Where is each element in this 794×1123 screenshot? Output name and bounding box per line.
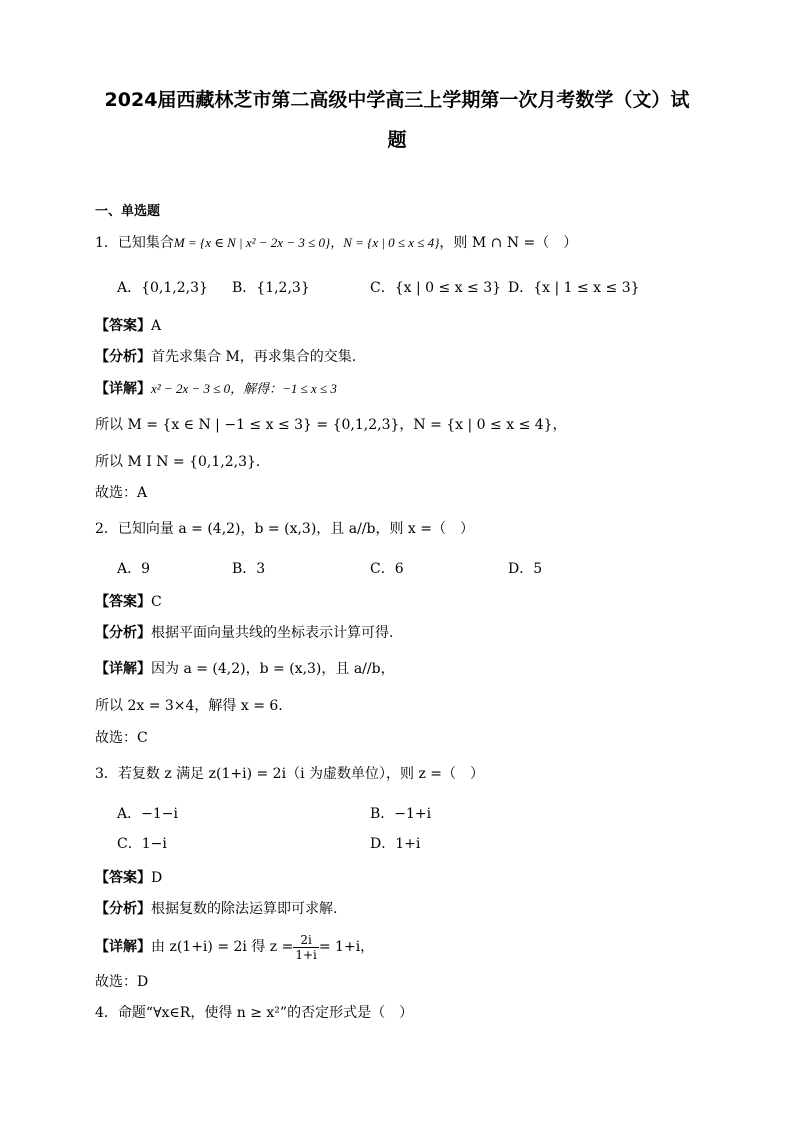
q3-answer-tag: 【答案】 xyxy=(95,870,151,886)
q3-detail-text-b: = 1+i， xyxy=(318,939,375,955)
q1-option-a: A．{0,1,2,3} xyxy=(117,280,208,296)
q1-answer-tag: 【答案】 xyxy=(95,318,151,334)
q2-option-d: D．5 xyxy=(508,561,543,577)
q1-answer xyxy=(95,316,161,336)
q2-answer-tag: 【答案】 xyxy=(95,594,151,610)
q3-analysis-tag: 【分析】 xyxy=(95,901,151,917)
q3-fraction-numerator: 2i xyxy=(293,933,319,948)
q1-analysis-text: 首先求集合 M，再求集合的交集. xyxy=(151,349,357,365)
q2-analysis-text: 根据平面向量共线的坐标表示计算可得. xyxy=(151,625,394,641)
q1-solution-line-1: 所以 M = {x ∈ N | −1 ≤ x ≤ 3} = {0,1,2,3}，N = {x | 0 ≤ x ≤ 4}， xyxy=(95,417,567,433)
q1-option-b: B．{1,2,3} xyxy=(232,280,310,296)
q2-analysis-tag: 【分析】 xyxy=(95,625,151,641)
q3-fraction-denominator: 1+i xyxy=(295,947,317,962)
q1-stem-prefix: 1．已知集合 xyxy=(95,235,174,251)
q3-fraction xyxy=(293,933,319,962)
q3-detail xyxy=(95,930,374,964)
q1-choose: 故选：A xyxy=(95,485,148,501)
q1-detail-tag: 【详解】 xyxy=(95,381,151,397)
q3-stem: 3．若复数 z 满足 z(1+i) = 2i（i 为虚数单位），则 z =（ ） xyxy=(95,766,484,782)
q1-stem xyxy=(95,233,577,253)
q4-stem: 4．命题“∀x∈R，使得 n ≥ x²”的否定形式是（ ） xyxy=(95,1005,414,1021)
q3-answer xyxy=(95,868,162,888)
q1-answer-value: A xyxy=(151,318,162,334)
q3-analysis-text: 根据复数的除法运算即可求解. xyxy=(151,901,338,917)
q2-option-c: C．6 xyxy=(370,561,404,577)
q1-solution-line-2: 所以 M I N = {0,1,2,3}. xyxy=(95,454,261,470)
q3-option-c: C．1−i xyxy=(117,836,167,852)
q3-detail-text-a: 由 z(1+i) = 2i 得 z = xyxy=(151,939,294,955)
q1-detail-text: x² − 2x − 3 ≤ 0，解得：−1 ≤ x ≤ 3 xyxy=(151,381,337,396)
q1-option-c: C．{x | 0 ≤ x ≤ 3} xyxy=(370,280,502,296)
q3-answer-value: D xyxy=(151,870,163,886)
q2-answer-value: C xyxy=(151,594,162,610)
q1-analysis-tag: 【分析】 xyxy=(95,349,151,365)
q1-stem-tail: ，则 M ∩ N =（ ） xyxy=(439,235,578,251)
q2-answer xyxy=(95,592,162,612)
q1-set-n: ，N = {x | 0 ≤ x ≤ 4} xyxy=(330,235,440,250)
document-title-line-2: 题 xyxy=(387,129,407,151)
q1-set-m: M = {x ∈ N | x² − 2x − 3 ≤ 0} xyxy=(173,235,331,250)
q2-option-a: A．9 xyxy=(117,561,151,577)
q3-detail-tag: 【详解】 xyxy=(95,939,151,955)
q2-choose: 故选：C xyxy=(95,730,148,746)
q1-option-d: D．{x | 1 ≤ x ≤ 3} xyxy=(508,280,640,296)
q3-choose: 故选：D xyxy=(95,974,149,990)
q2-detail-tag: 【详解】 xyxy=(95,661,151,677)
q2-detail xyxy=(95,659,395,679)
q2-detail-text: 因为 a = (4,2)，b = (x,3)，且 a//b， xyxy=(151,661,395,677)
q3-option-a: A．−1−i xyxy=(117,806,178,822)
document-title-line-1: 2024届西藏林芝市第二高级中学高三上学期第一次月考数学（文）试 xyxy=(104,89,690,111)
q1-detail xyxy=(95,379,337,399)
q1-analysis xyxy=(95,347,356,367)
q3-option-b: B．−1+i xyxy=(370,806,432,822)
q3-analysis xyxy=(95,899,337,919)
section-heading: 一、单选题 xyxy=(95,204,161,219)
q2-stem: 2．已知向量 a = (4,2)，b = (x,3)，且 a//b，则 x =（ ） xyxy=(95,521,475,537)
q2-solution-line: 所以 2x = 3×4，解得 x = 6. xyxy=(95,698,283,714)
q2-analysis xyxy=(95,623,393,643)
q3-option-d: D．1+i xyxy=(370,836,421,852)
q2-option-b: B．3 xyxy=(232,561,266,577)
